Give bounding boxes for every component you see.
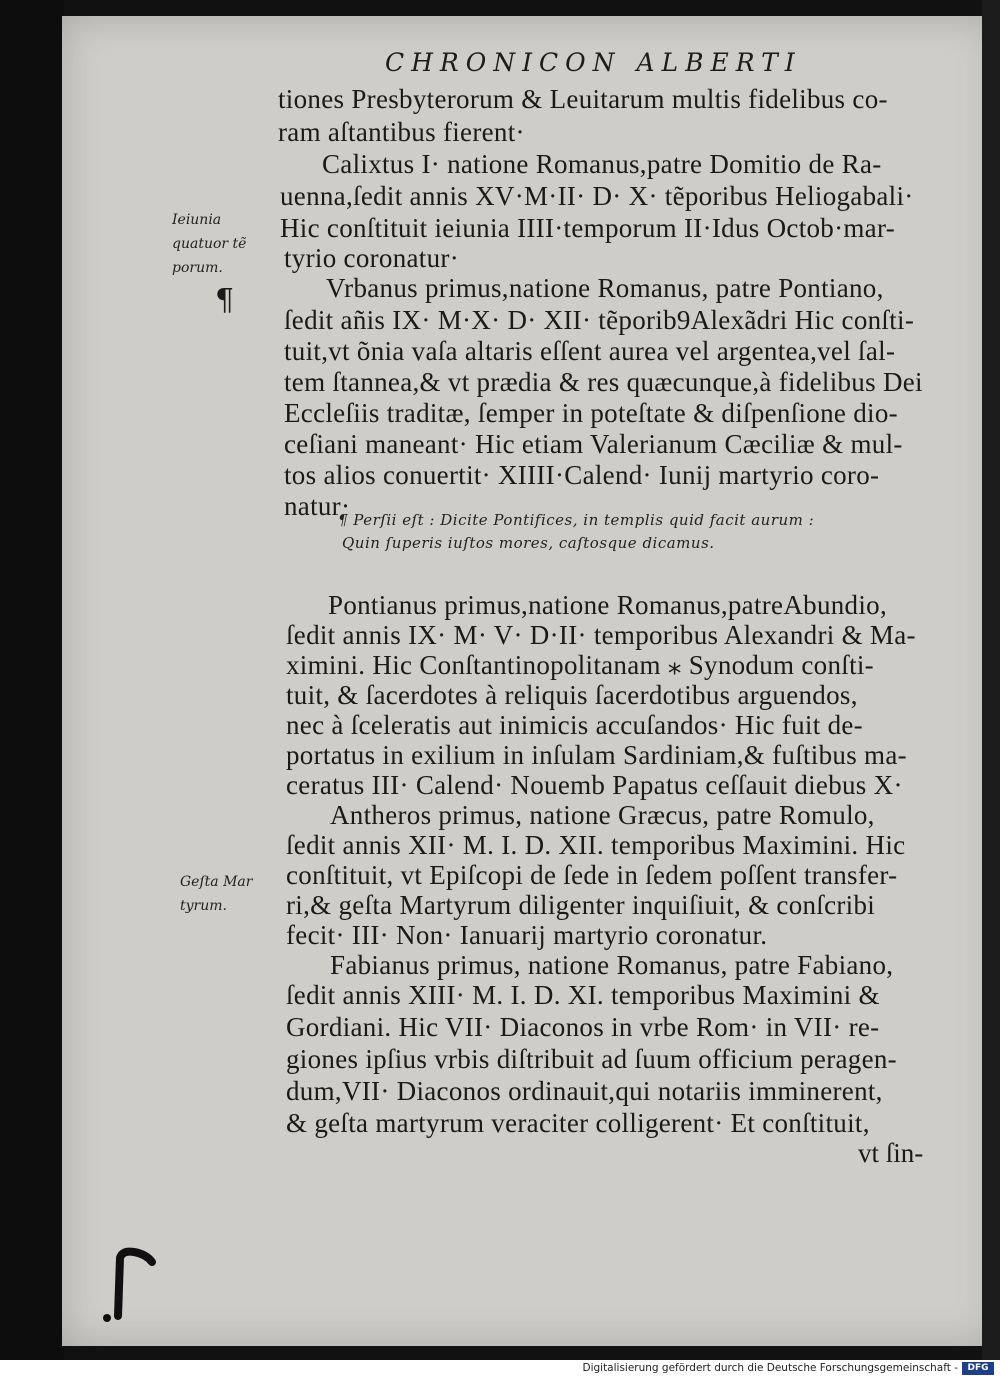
pilcrow-mark: ¶ (215, 283, 235, 318)
text-line: uenna,ſedit annis XV·M·II· D· X· tẽporibus Heliogabali· (280, 181, 914, 211)
text-line: ſedit annis XIII· M. I. D. XI. temporibus Maximini & (286, 980, 880, 1010)
marginal-note-ieiunia: porum. (172, 260, 223, 276)
text-line: giones ipſius vrbis diſtribuit ad ſuum officium peragen- (286, 1044, 897, 1074)
marginal-note-ieiunia: Ieiunia (172, 212, 222, 228)
text-line: Fabianus primus, natione Romanus, patre Fabiano, (330, 950, 894, 980)
text-line: Pontianus primus,natione Romanus,patreAbundio, (328, 590, 887, 620)
text-line: ram aſtantibus fierent· (278, 117, 525, 147)
marginal-note-gesta: tyrum. (180, 898, 227, 914)
marginal-note-ieiunia: quatuor tẽ (172, 236, 247, 252)
text-line: tuit, & ſacerdotes à reliquis ſacerdotibus arguendos, (286, 680, 858, 710)
catchword: vt ſin- (858, 1138, 924, 1168)
scan-left-edge (0, 0, 64, 1360)
text-line: Gordiani. Hic VII· Diaconos in vrbe Rom· in VII· re- (286, 1012, 880, 1042)
text-line: ceratus III· Calend· Nouemb Papatus ceſſauit diebus X· (286, 770, 903, 800)
quote-line: Quin ſuperis iuſtos mores, caſtosque dicamus. (342, 534, 715, 552)
text-line: dum,VII· Diaconos ordinauit,qui notariis imminerent, (286, 1076, 883, 1106)
running-head: CHRONICON ALBERTI (385, 48, 802, 77)
text-line: tos alios conuertit· XIIII·Calend· Iunij martyrio coro- (284, 460, 880, 490)
text-line: tuit,vt õnia vaſa altaris eſſent aurea vel argentea,vel ſal- (284, 336, 896, 366)
footer-credit: Digitalisierung gefördert durch die Deutsche Forschungsgemeinschaft - (582, 1362, 958, 1374)
marginal-note-gesta: Geſta Mar (180, 874, 253, 890)
text-line: ſedit annis IX· M· V· D·II· temporibus Alexandri & Ma- (286, 620, 916, 650)
text-line: Eccleſiis traditæ, ſemper in poteſtate & diſpenſione dio- (284, 398, 898, 428)
text-line: tiones Presbyterorum & Leuitarum multis fidelibus co- (278, 84, 888, 114)
text-line: natur· (284, 491, 351, 521)
text-line: fecit· III· Non· Ianuarij martyrio coronatur. (286, 920, 768, 950)
handwritten-mark (102, 1246, 162, 1322)
text-line: Hic conſtituit ieiunia IIII·temporum II·Idus Octob·mar- (280, 213, 896, 243)
footer-bar (0, 1360, 1000, 1378)
text-line: conſtituit, vt Epiſcopi de ſede in ſedem poſſent transfer- (286, 860, 898, 890)
text-line: ceſiani maneant· Hic etiam Valerianum Cæciliæ & mul- (284, 429, 903, 459)
text-line: ximini. Hic Conſtantinopolitanam ⁎ Synodum conſti- (286, 650, 874, 680)
text-line: portatus in exilium in inſulam Sardiniam,& fuſtibus ma- (286, 740, 907, 770)
text-line: Calixtus I· natione Romanus,patre Domitio de Ra- (322, 149, 882, 179)
dfg-logo: DFG (962, 1362, 994, 1375)
text-line: Antheros primus, natione Græcus, patre Romulo, (330, 800, 875, 830)
quote-line: ¶ Perſii eſt : Dicite Pontifices, in templis quid facit aurum : (338, 511, 815, 529)
text-line: ſedit annis XII· M. I. D. XII. temporibus Maximini. Hic (286, 830, 906, 860)
text-line: tyrio coronatur· (284, 243, 459, 273)
text-line: Vrbanus primus,natione Romanus, patre Pontiano, (326, 273, 884, 303)
text-line: ſedit añis IX· M·X· D· XII· tẽporib9Alexãdri Hic conſti- (284, 305, 915, 335)
text-line: nec à ſceleratis aut inimicis accuſandos· Hic fuit de- (286, 710, 863, 740)
text-line: & geſta martyrum veraciter colligerent· Et conſtituit, (286, 1108, 870, 1138)
text-line: ri,& geſta Martyrum diligenter inquiſiuit, & conſcribi (286, 890, 876, 920)
scan-right-edge (982, 0, 1000, 1360)
text-line: tem ſtannea,& vt prædia & res quæcunque,à fidelibus Dei (284, 367, 923, 397)
